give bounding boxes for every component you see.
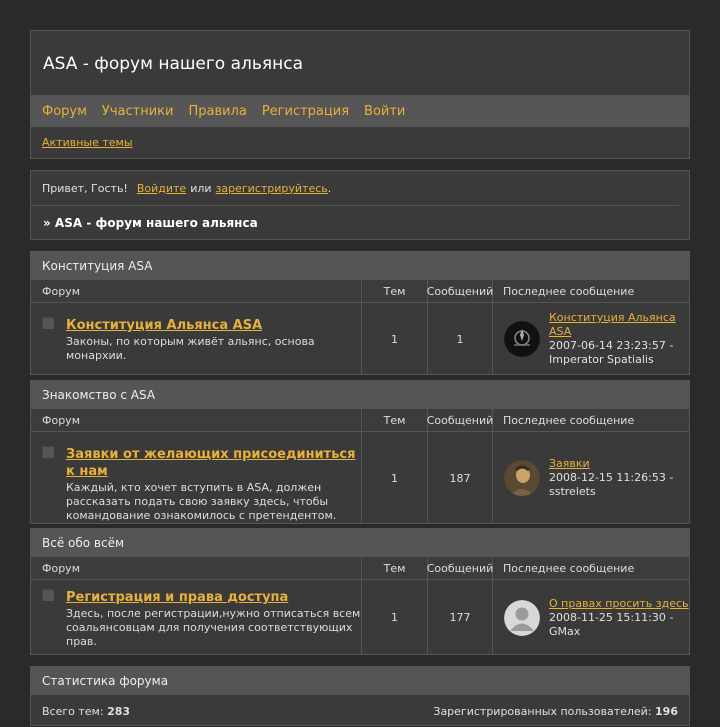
nav-register[interactable]: Регистрация [261,103,350,119]
col-posts: Сообщений [428,409,493,431]
nav-rules[interactable]: Правила [188,103,247,119]
welcome-box [30,170,690,240]
column-headers [31,409,689,432]
category-everything [30,528,690,655]
posts-count: 177 [428,580,493,655]
category-acquaintance [30,380,690,524]
active-topics-link[interactable]: Активные темы [42,136,133,149]
login-link[interactable]: Войдите [136,181,187,195]
topics-count: 1 [362,432,428,524]
greeting-line: Привет, Гость! Войдите или зарегистрируйтесь . [31,171,679,206]
stats-row [31,695,689,727]
category-constitution [30,251,690,375]
avatar[interactable] [504,460,540,496]
last-post-user: Imperator Spatialis [549,353,654,366]
forum-row [31,432,689,524]
topics-count: 1 [362,303,428,375]
main-nav [31,95,689,127]
posts-count: 1 [428,303,493,375]
col-topics: Тем [362,280,428,302]
avatar[interactable] [504,321,540,357]
last-post-user: sstrelets [549,485,596,498]
last-post-link[interactable]: О правах просить здесь [549,596,689,610]
sub-nav [31,127,689,158]
forum-stats [30,666,690,726]
last-post [493,303,689,375]
last-post-time: 2007-06-14 23:23:57 - [549,339,674,352]
greeting-text: Привет, Гость! [42,181,128,195]
col-topics: Тем [362,409,428,431]
total-topics-value: 283 [107,704,131,718]
category-title[interactable]: Конституция ASA [31,252,689,280]
forum-link[interactable]: Регистрация и права доступа [66,590,289,605]
forum-link[interactable]: Конституция Альянса ASA [66,318,263,333]
col-last: Последнее сообщение [503,284,635,298]
site-header [30,30,690,159]
last-post-time: 2008-11-25 15:11:30 - [549,610,674,624]
or-text: или [190,181,212,195]
forum-status-icon [42,589,54,601]
col-last: Последнее сообщение [503,413,635,427]
nav-forum[interactable]: Форум [42,103,87,119]
last-post-link[interactable]: Конституция Альянса ASA [549,311,676,338]
registered-users-value: 196 [655,704,678,718]
col-forum: Форум [31,409,362,431]
forum-link[interactable]: Заявки от желающих присоединиться к нам [66,447,356,479]
category-title[interactable]: Знакомство с ASA [31,381,689,409]
column-headers [31,280,689,303]
register-link[interactable]: зарегистрируйтесь [215,181,328,195]
last-post-user: GMax [549,624,581,638]
last-post [493,580,689,655]
stats-title: Статистика форума [31,667,689,695]
forum-row [31,580,689,655]
forum-description: Здесь, после регистрации,нужно отписаться всем соальянсовцам для получения соответствующих прав. [66,607,361,648]
category-title[interactable]: Всё обо всём [31,529,689,557]
last-post-link[interactable]: Заявки [549,457,590,470]
last-post-time: 2008-12-15 11:26:53 - [549,471,674,484]
forum-status-icon [42,446,54,458]
col-last: Последнее сообщение [503,561,635,575]
column-headers [31,557,689,580]
breadcrumb[interactable]: » ASA - форум нашего альянса [43,216,258,230]
topics-count: 1 [362,580,428,655]
col-forum: Форум [31,557,362,579]
forum-row [31,303,689,375]
nav-login[interactable]: Войти [364,103,406,119]
posts-count: 187 [428,432,493,524]
last-post [493,432,689,524]
forum-description: Законы, по которым живёт альянс, основа монархии. [66,335,315,362]
col-posts: Сообщений [428,280,493,302]
total-topics-label: Всего тем: [42,704,104,718]
forum-status-icon [42,317,54,329]
col-posts: Сообщений [428,557,493,579]
col-forum: Форум [31,280,362,302]
avatar[interactable] [504,600,540,636]
col-topics: Тем [362,557,428,579]
nav-members[interactable]: Участники [101,103,174,119]
site-title: ASA - форум нашего альянса [43,54,304,74]
registered-users-label: Зарегистрированных пользователей: [433,704,652,718]
forum-description: Каждый, кто хочет вступить в ASA, должен рассказать подать свою заявку здесь, чтобы командование ознакомилось с претендентом. [66,481,337,522]
